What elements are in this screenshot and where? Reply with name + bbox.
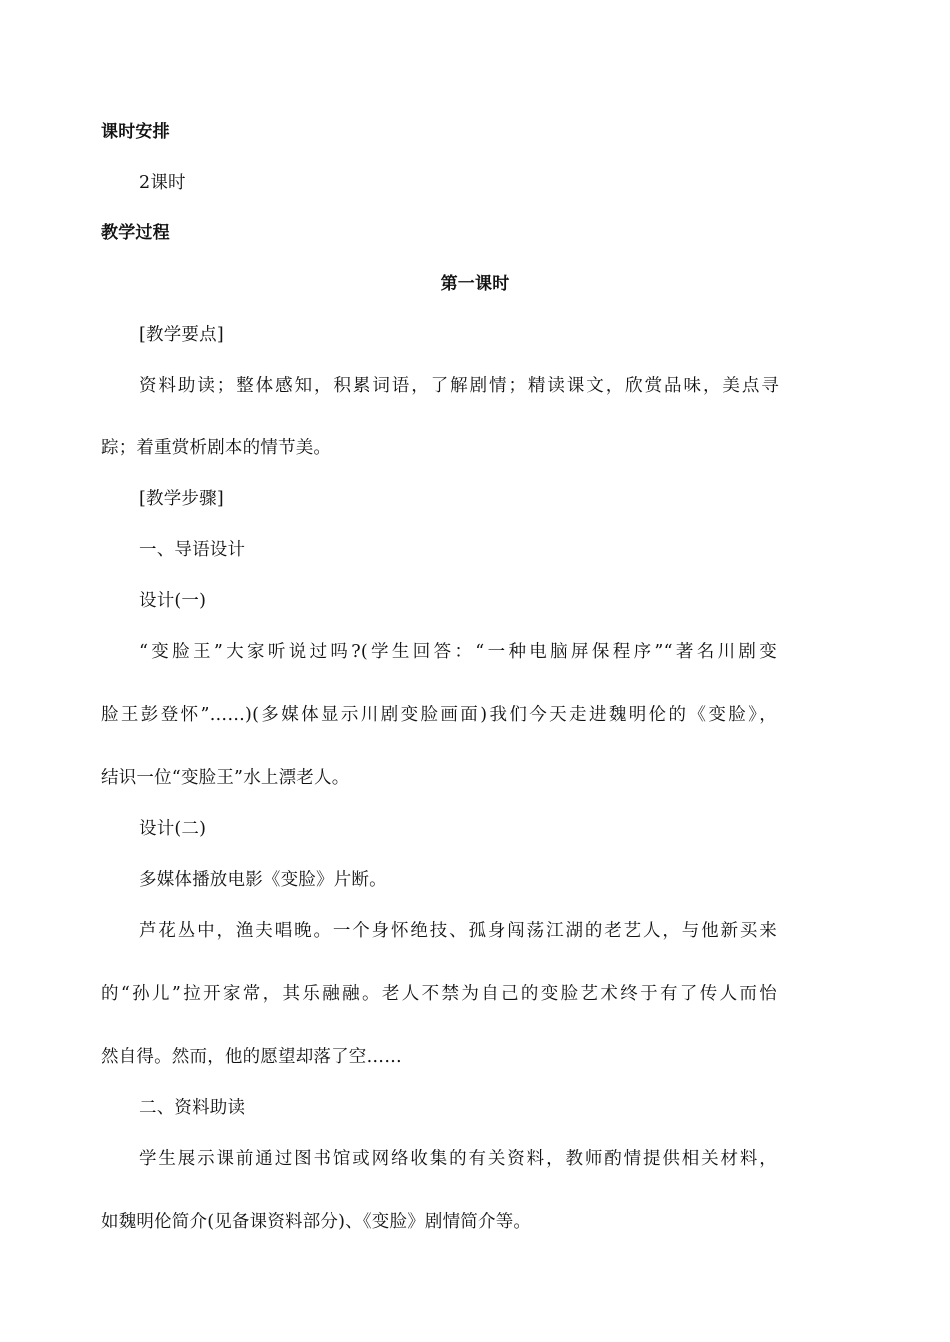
section-two-line-2: 如魏明伦简介(见备课资料部分)、《变脸》剧情简介等。 [101,1212,532,1232]
section-one-title: 一、导语设计 [139,540,246,560]
key-points-line-1: 资料助读；整体感知，积累词语，了解剧情；精读课文，欣赏品味，美点寻 [139,376,779,396]
schedule-value: 2课时 [139,173,186,193]
design-one-line-2: 脸王彭登怀”……)(多媒体显示川剧变脸画面)我们今天走进魏明伦的《变脸》， [101,705,777,725]
design-one-label: 设计(一) [139,591,207,611]
section-two-line-1: 学生展示课前通过图书馆或网络收集的有关资料，教师酌情提供相关材料， [139,1149,777,1169]
design-two-para-line-2: 的“孙儿”拉开家常，其乐融融。老人不禁为自己的变脸艺术终于有了传人而怡 [101,984,777,1004]
design-two-para-line-1: 芦花丛中，渔夫唱晚。一个身怀绝技、孤身闯荡江湖的老艺人，与他新买来 [139,921,777,941]
design-one-line-1: “变脸王”大家听说过吗?(学生回答：“一种电脑屏保程序”“著名川剧变 [139,642,777,662]
design-two-line-1: 多媒体播放电影《变脸》片断。 [139,870,387,890]
heading-lesson-one: 第一课时 [440,274,510,294]
key-points-label: [教学要点] [139,325,224,345]
design-two-label: 设计(二) [139,819,207,839]
section-two-title: 二、资料助读 [139,1098,246,1118]
steps-label: [教学步骤] [139,489,224,509]
heading-process: 教学过程 [101,223,170,243]
key-points-line-2: 踪；着重赏析剧本的情节美。 [101,438,332,458]
heading-schedule: 课时安排 [101,122,170,142]
design-two-para-line-3: 然自得。然而，他的愿望却落了空…… [101,1047,402,1067]
design-one-line-3: 结识一位“变脸王”水上漂老人。 [101,768,350,788]
